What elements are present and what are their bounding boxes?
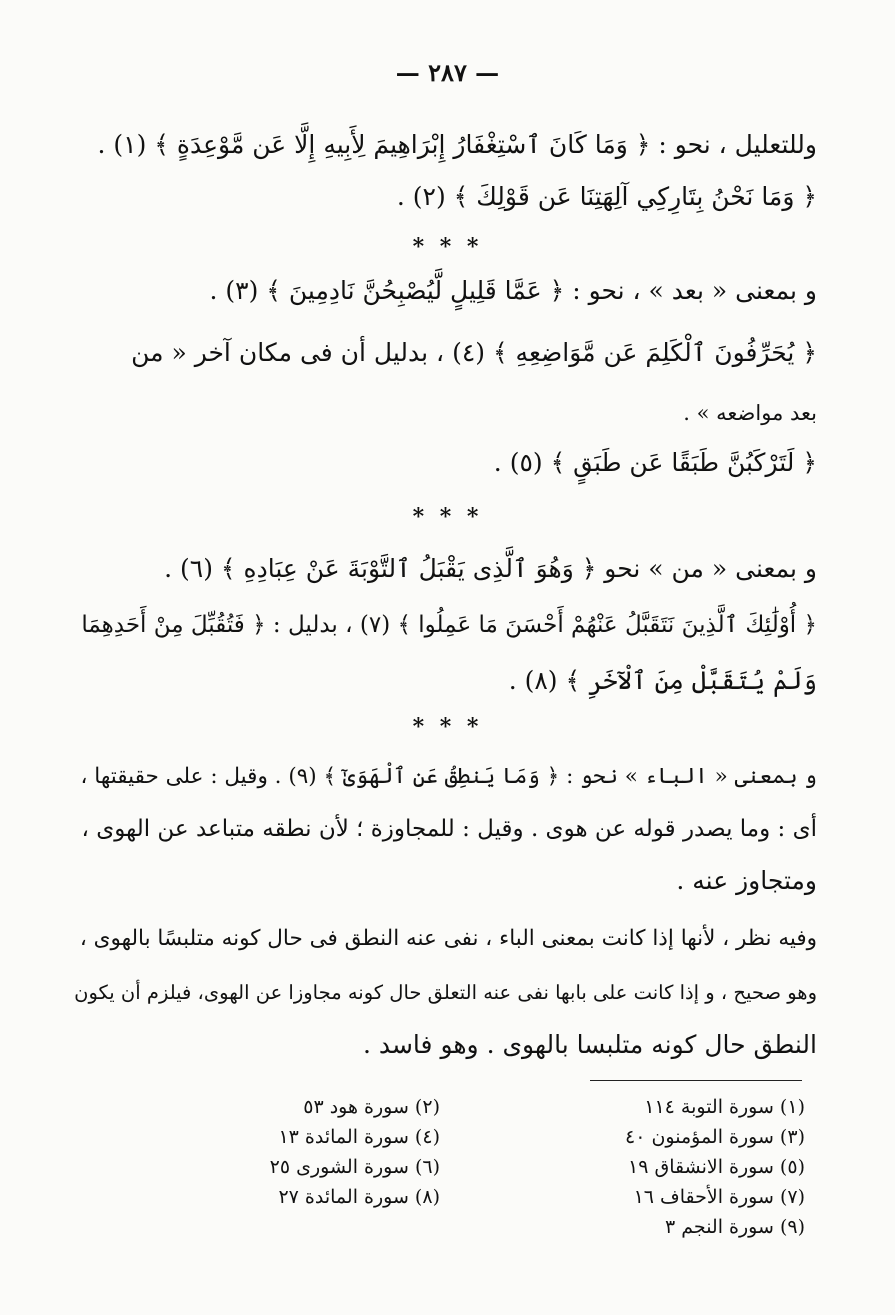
body-line-1: وللتعليل ، نحو : ﴿ وَمَا كَانَ ٱسْتِغْفَارُ إِبْرَاهِيمَ لِأَبِيهِ إِلَّا عَن مَّوْعِدَةٍ ﴾ (١) . <box>97 130 817 159</box>
body-line-4: ﴿ يُحَرِّفُونَ ٱلْكَلِمَ عَن مَّوَاضِعِهِ ﴾ (٤) ، بدليل أن فى مكان آخر « من <box>131 338 817 367</box>
body-line-15: النطق حال كونه متلبسا بالهوى . وهو فاسد . <box>362 1030 817 1059</box>
body-line-7: و بمعنى « من » نحو ﴿ وَهُوَ ٱلَّذِى يَقْبَلُ ٱلتَّوْبَةَ عَنْ عِبَادِهِ ﴾ (٦) . <box>164 554 817 583</box>
footnote-divider <box>590 1080 802 1081</box>
page-number: — ٢٨٧ — <box>395 58 500 87</box>
body-line-10: و بمعنى « الباء » نحو : ﴿ وَمَا يَنطِقُ عَنِ ٱلْهَوَىٰٓ ﴾ (٩) . وقيل : على حقيقتها ، <box>80 764 817 789</box>
footnote-2: (٢) سورة هود ٥٣ <box>303 1096 440 1118</box>
body-line-2: ﴿ وَمَا نَحْنُ بِتَارِكِي آلِهَتِنَا عَن قَوْلِكَ ﴾ (٢) . <box>396 182 817 211</box>
footnote-1: (١) سورة التوبة ١١٤ <box>644 1096 805 1118</box>
body-line-11: أى : وما يصدر قوله عن هوى . وقيل : للمجاوزة ؛ لأن نطقه متباعد عن الهوى ، <box>81 816 817 842</box>
body-line-13: وفيه نظر ، لأنها إذا كانت بمعنى الباء ، نفى عنه النطق فى حال كونه متلبسًا بالهوى ، <box>79 926 817 951</box>
body-line-5: بعد مواضعه » . <box>683 401 817 425</box>
body-line-14: وهو صحيح ، و إذا كانت على بابها نفى عنه التعلق حال كونه مجاوزا عن الهوى، فيلزم أن يكون <box>74 981 817 1004</box>
body-line-9: وَلَمْ يُتَقَبَّلْ مِنَ ٱلْآخَرِ ﴾ (٨) . <box>508 666 817 695</box>
footnote-5: (٥) سورة الانشقاق ١٩ <box>628 1156 805 1178</box>
section-separator: * * * <box>412 234 483 260</box>
body-line-12: ومتجاوز عنه . <box>676 866 817 895</box>
footnote-8: (٨) سورة المائدة ٢٧ <box>278 1186 440 1208</box>
footnote-3: (٣) سورة المؤمنون ٤٠ <box>624 1126 805 1148</box>
footnote-9: (٩) سورة النجم ٣ <box>665 1216 805 1238</box>
body-line-8: ﴿ أُوْلَٰئِكَ ٱلَّذِينَ نَتَقَبَّلُ عَنْهُمْ أَحْسَنَ مَا عَمِلُوا ﴾ (٧) ، بدليل : ﴿ فَتُقُبِّلَ مِنْ أَحَدِهِمَا <box>81 612 817 638</box>
footnote-6: (٦) سورة الشورى ٢٥ <box>269 1156 440 1178</box>
section-separator: * * * <box>412 504 483 530</box>
body-line-6: ﴿ لَتَرْكَبُنَّ طَبَقًا عَن طَبَقٍ ﴾ (٥) . <box>493 448 817 477</box>
body-line-3: و بمعنى « بعد » ، نحو : ﴿ عَمَّا قَلِيلٍ لَّيُصْبِحُنَّ نَادِمِينَ ﴾ (٣) . <box>209 276 817 305</box>
footnote-4: (٤) سورة المائدة ١٣ <box>278 1126 440 1148</box>
footnote-7: (٧) سورة الأحقاف ١٦ <box>633 1186 805 1208</box>
section-separator: * * * <box>412 714 483 740</box>
